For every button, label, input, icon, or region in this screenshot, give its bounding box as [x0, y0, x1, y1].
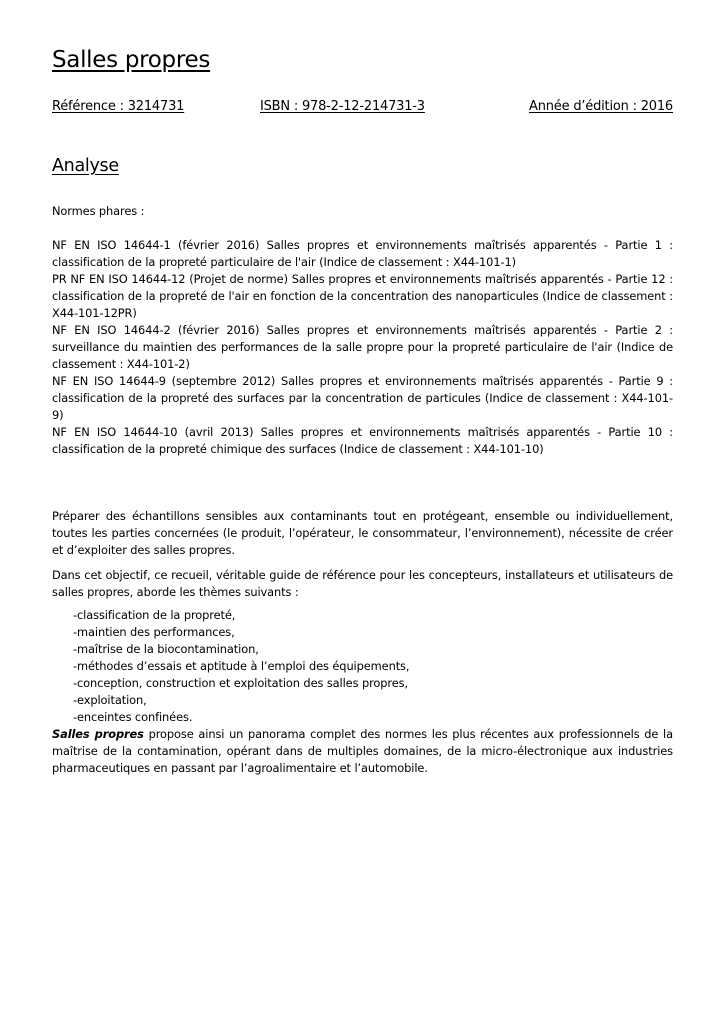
norm-item: NF EN ISO 14644-10 (avril 2013) Salles propres et environnements maîtrisés apparentés - Partie 10 : classification de la propreté chimique des surfaces (Indice de classement : X44-101-10)	[52, 425, 673, 456]
norm-item: NF EN ISO 14644-9 (septembre 2012) Salles propres et environnements maîtrisés apparentés - Partie 9 : classification de la propreté des surfaces par la concentration de particules (Indice de classement : X44-101-9)	[52, 374, 673, 422]
document-title: Salles propres	[52, 47, 211, 73]
theme-item: -méthodes d’essais et aptitude à l’emploi des équipements,	[73, 659, 410, 673]
theme-item: -maintien des performances,	[73, 625, 235, 639]
document-body	[52, 203, 673, 777]
closing-title: Salles propres	[52, 727, 144, 741]
norm-item: NF EN ISO 14644-2 (février 2016) Salles propres et environnements maîtrisés apparentés - Partie 2 : surveillance du maintien des performances de la salle propre pour la propreté particulaire de l'air (Indice de classement : X44-101-2)	[52, 323, 673, 371]
intro-paragraph: Préparer des échantillons sensibles aux contaminants tout en protégeant, ensemble ou individuellement, toutes les parties concernées (le produit, l’opérateur, le consommateur, l’environnement), nécessite de créer et d’exploiter des salles propres.	[52, 509, 673, 557]
metadata-row	[52, 99, 673, 119]
norms-list	[52, 237, 673, 458]
theme-item: -classification de la propreté,	[73, 608, 236, 622]
theme-item: -exploitation,	[73, 693, 147, 707]
theme-item: -enceintes confinées.	[73, 710, 193, 724]
closing-text: propose ainsi un panorama complet des normes les plus récentes aux professionnels de la maîtrise de la contamination, opérant dans de multiples domaines, de la micro-électronique aux industries pharmaceutiques en passant par l’agroalimentaire et l’automobile.	[52, 727, 673, 775]
norm-item: PR NF EN ISO 14644-12 (Projet de norme) Salles propres et environnements maîtrisés apparentés - Partie 12 : classification de la propreté de l'air en fonction de la concentration des nanoparticules (Indice de classement : X44-101-12PR)	[52, 272, 673, 320]
isbn-number: ISBN : 978-2-12-214731-3	[260, 99, 425, 114]
closing-paragraph	[52, 726, 673, 777]
edition-year: Année d’édition : 2016	[529, 99, 673, 114]
theme-item: -conception, construction et exploitation des salles propres,	[73, 676, 408, 690]
theme-item: -maîtrise de la biocontamination,	[73, 642, 259, 656]
normes-label: Normes phares :	[52, 204, 145, 218]
section-title-analyse: Analyse	[52, 156, 119, 176]
intro-paragraph: Dans cet objectif, ce recueil, véritable guide de référence pour les concepteurs, installateurs et utilisateurs de salles propres, aborde les thèmes suivants :	[52, 568, 673, 599]
norm-item: NF EN ISO 14644-1 (février 2016) Salles propres et environnements maîtrisés apparentés - Partie 1 : classification de la propreté particulaire de l'air (Indice de classement : X44-101-1)	[52, 238, 673, 269]
themes-list	[52, 607, 673, 726]
reference-number: Référence : 3214731	[52, 99, 185, 114]
